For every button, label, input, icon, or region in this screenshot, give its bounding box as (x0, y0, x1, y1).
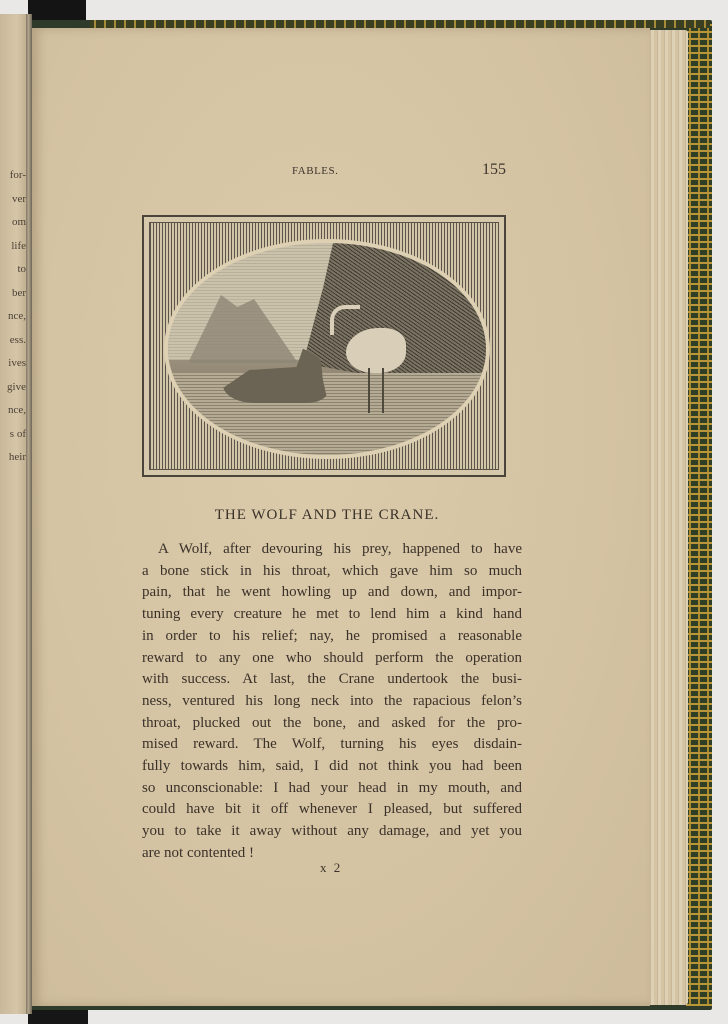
body-line: could have bit it off whenever I pleased, but suffered (142, 801, 522, 818)
body-line: a bone stick in his throat, which gave him so much (142, 562, 522, 579)
page-number: 155 (482, 161, 506, 178)
body-line: fully towards him, said, I did not think you had been (142, 758, 522, 775)
engraving-crane-neck (330, 305, 360, 335)
left-line: heir (8, 451, 26, 463)
left-line: om (11, 216, 26, 228)
body-line: in order to his relief; nay, he promised a reasonable (142, 627, 522, 644)
engraving-crane-leg (382, 368, 384, 413)
body-line: A Wolf, after devouring his prey, happened to have (158, 541, 522, 557)
left-line: ess. (9, 333, 26, 346)
left-line: nce, (7, 310, 26, 322)
gilt-border-right (686, 22, 712, 1006)
left-line: for- (9, 169, 26, 181)
gilt-border-top (90, 20, 710, 28)
body-line: you to take it away without any damage, and yet you (142, 823, 522, 840)
left-page (0, 14, 28, 1014)
body-line: are not contented ! (142, 844, 255, 861)
engraving-illustration (142, 215, 506, 477)
left-line: nce, (7, 404, 26, 416)
left-line: ives (8, 357, 26, 369)
body-line: mised reward. The Wolf, turning his eyes disdain- (142, 736, 522, 753)
left-line: ber (11, 286, 26, 299)
engraving-hatched-border (149, 222, 499, 470)
engraving-crane-leg (368, 368, 370, 413)
body-line: ness, ventured his long neck into the rapacious felon’s (142, 692, 522, 709)
fable-title: THE WOLF AND THE CRANE. (214, 507, 440, 523)
fable-body (142, 539, 522, 865)
body-line: with success. At last, the Crane undertook the busi- (142, 671, 522, 688)
body-line: so unconscionable: I had your head in my mouth, and (142, 779, 522, 796)
left-line: life (11, 239, 26, 252)
left-line: give (7, 380, 26, 393)
engraving-oval-scene (164, 239, 490, 459)
running-head: FABLES. (292, 165, 339, 177)
body-line: reward to any one who should perform the operation (142, 649, 522, 666)
right-page (32, 28, 650, 1006)
engraving-ground (168, 373, 486, 459)
left-line: s of (9, 427, 26, 440)
body-line: tuning every creature he met to lend him a kind hand (142, 606, 522, 623)
left-line: to (17, 263, 26, 275)
left-line: ver (11, 192, 26, 205)
left-page-line-endings (7, 164, 26, 470)
signature-mark: x 2 (320, 860, 343, 875)
engraving-crane (346, 328, 406, 373)
body-line: pain, that he went howling up and down, and impor- (142, 584, 522, 601)
body-line: throat, plucked out the bone, and asked for the pro- (142, 714, 522, 731)
